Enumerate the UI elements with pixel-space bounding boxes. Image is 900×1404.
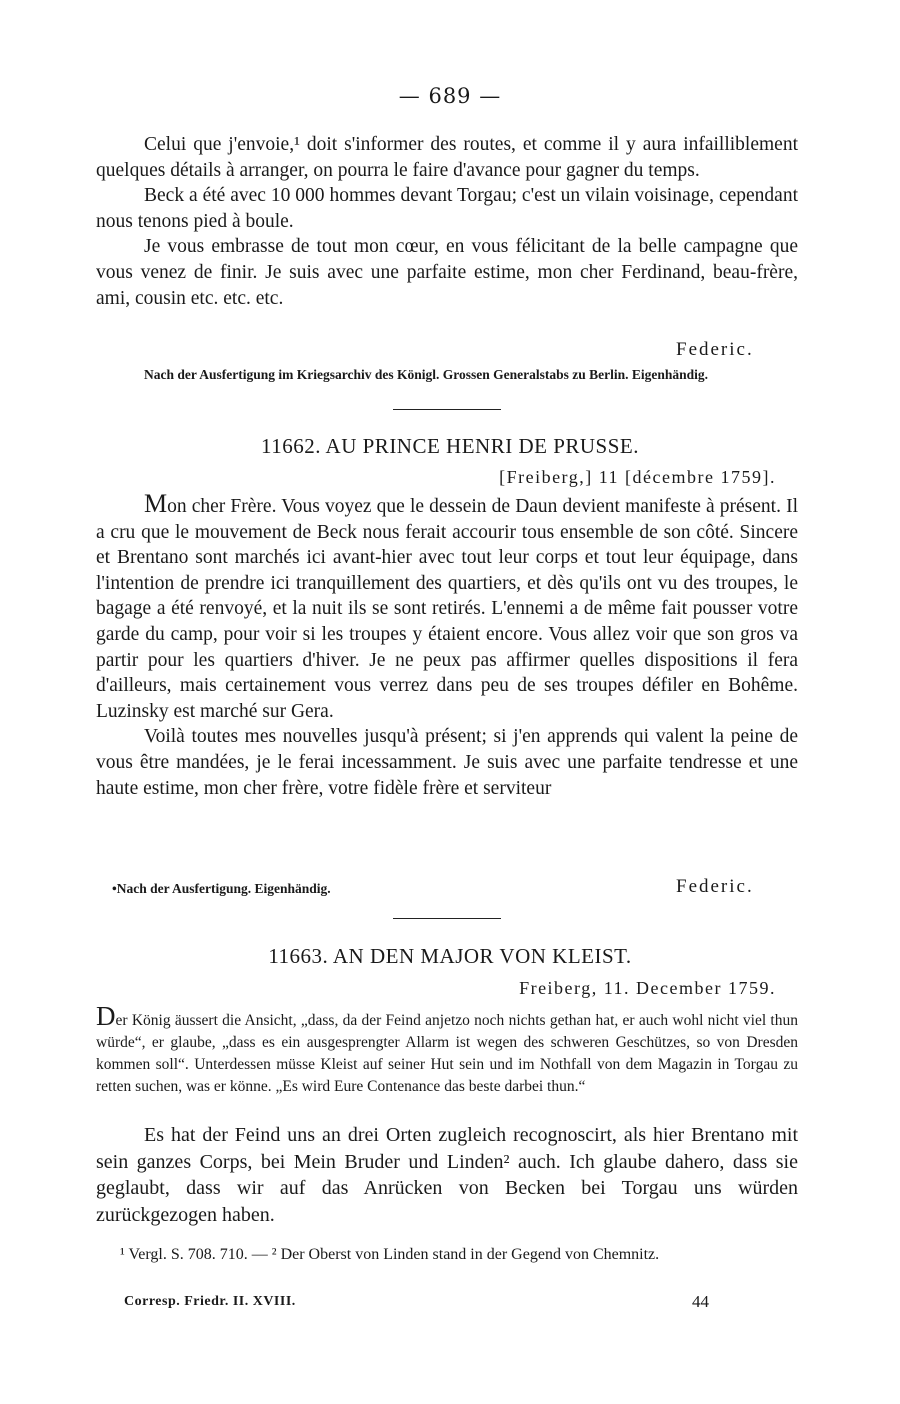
paragraph: Es hat der Feind uns an drei Orten zugleich recognoscirt, als hier Brentano mit sein ganzes Corps, bei Mein Bruder und Linden² auch. Ich glaube dahero, dass sie geglaubt, dass wir auf das Anrücken von Becken bei Torgau uns würden zurückgezogen haben. xyxy=(96,1124,798,1226)
signature-mark: 44 xyxy=(692,1292,709,1311)
paragraph: Beck a été avec 10 000 hommes devant Torgau; c'est un vilain voisinage, cependant nous tenons pied à boule. xyxy=(96,185,798,232)
source-note-block xyxy=(96,366,798,384)
section-divider xyxy=(393,918,501,919)
letter-summary xyxy=(96,1001,798,1098)
footnote-text: ¹ Vergl. S. 708. 710. — ² Der Oberst von Linden stand in der Gegend von Chemnitz. xyxy=(120,1246,660,1263)
letter-body xyxy=(96,1122,798,1228)
paragraph xyxy=(96,489,798,724)
footnotes xyxy=(96,1244,798,1266)
running-footer-title: Corresp. Friedr. II. XVIII. xyxy=(124,1294,296,1309)
drop-cap: M xyxy=(144,489,168,518)
paragraph-text: on cher Frère. Vous voyez que le dessein de Daun devient manifeste à présent. Il a cru que le mouvement de Beck nous ferait accourir tous ensemble de son côté. Sincere et Brentano sont marchés ici avant-hier avec tout leur corps et tout leur équipage, dans l'intention de prendre ici tranquillement des quartiers, et dès qu'ils ont vu des troupes, le bagage a été renvoyé, et la nuit ils se sont retirés. L'ennemi a de même fait pousser votre garde du camp, pour voir si les troupes y étaient encore. Vous allez voir que son gros va partir pour les quartiers d'hiver. Je ne peux pas affirmer quelles dispositions il fera d'ailleurs, mais certainement vous verrez dans peu de ses troupes défiler en Bohême. Luzinsky est marché sur Gera. xyxy=(96,496,798,722)
source-note: Nach der Ausfertigung im Kriegsarchiv des Königl. Grossen Generalstabs zu Berlin. Eigenhändig. xyxy=(144,367,709,382)
drop-cap: D xyxy=(96,1001,116,1031)
summary-paragraph xyxy=(96,1001,798,1098)
source-note: •Nach der Ausfertigung. Eigenhändig. xyxy=(112,881,331,896)
letter-heading: 11663. AN DEN MAJOR VON KLEIST. xyxy=(268,944,632,968)
section-divider xyxy=(393,409,501,410)
letter-heading: 11662. AU PRINCE HENRI DE PRUSSE. xyxy=(260,434,639,458)
letter-body xyxy=(96,489,798,801)
letter-dateline: Freiberg, 11. December 1759. xyxy=(519,978,776,998)
page-number: — 689 — xyxy=(398,84,502,108)
paragraph: Voilà toutes mes nouvelles jusqu'à présent; si j'en apprends qui valent la peine de vous être mandées, je le ferai incessamment. Je suis avec une parfaite tendresse et une haute estime, mon cher frère, votre fidèle frère et serviteur xyxy=(96,726,798,799)
signature: Federic. xyxy=(676,876,754,897)
summary-text: er König äussert die Ansicht, „dass, da der Feind anjetzo noch nichts gethan hat, er auch wohl nicht viel thun würde“, er glaube, „dass es ein ausgesprengter Allarm ist wegen des schweren Geschützes, so von Dresden kommen soll“. Unterdessen müsse Kleist auf seiner Hut sein und im Nothfall von dem Magazin in Torgau zu retten suchen, was er könne. „Es wird Eure Contenance das beste darbei thun.“ xyxy=(96,1012,798,1095)
paragraph: Celui que j'envoie,¹ doit s'informer des routes, et comme il y aura infailliblement quelques détails à arranger, on pourra le faire d'avance pour gagner du temps. xyxy=(96,134,798,181)
paragraph: Je vous embrasse de tout mon cœur, en vous félicitant de la belle campagne que vous venez de finir. Je suis avec une parfaite estime, mon cher Ferdinand, beau-frère, ami, cousin etc. etc. etc. xyxy=(96,236,798,309)
previous-letter-body xyxy=(96,132,798,311)
signature: Federic. xyxy=(676,339,754,360)
letter-dateline: [Freiberg,] 11 [décembre 1759]. xyxy=(499,467,776,487)
